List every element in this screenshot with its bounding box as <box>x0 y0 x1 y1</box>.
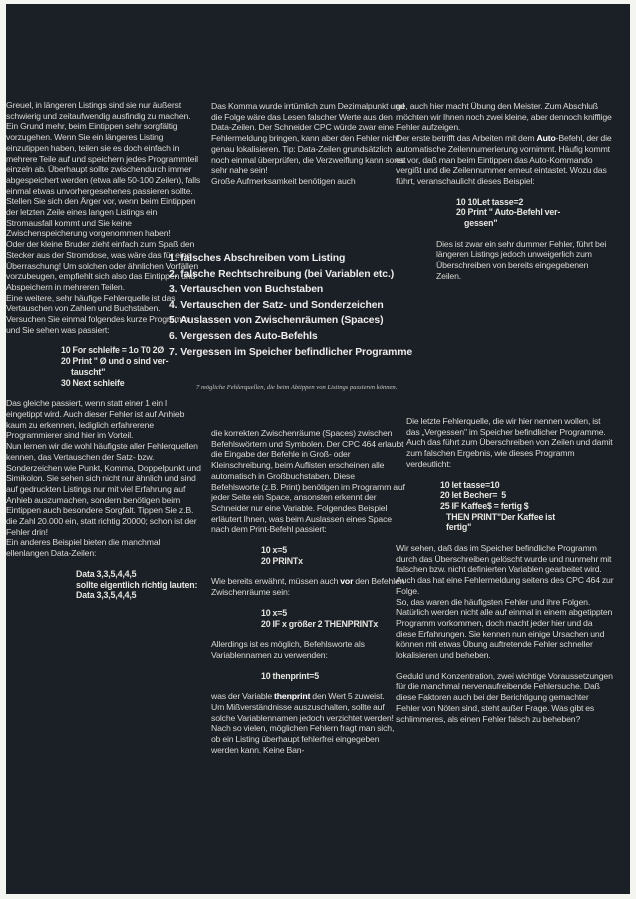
code-listing-data: Data 3,3,5,4,4,5 sollte eigentlich richtig lauten: Data 3,3,5,4,4,5 <box>76 568 198 601</box>
code-listing-printx: 10 x=5 20 PRINTx <box>261 545 303 566</box>
paragraph-summary: So, das waren die häufigsten Fehler und ihre Folgen. Natürlich werden nicht alle auf einmal in einem abgetippten Programm vorkommen, doch macht jeder hier und da diese Erfahrungen. Sie kennen nun einige Ursachen und können mit etwas Übung auftretende Fehler schneller lokalisieren und beheben. <box>396 596 613 661</box>
paragraph-assign: was der Variable thenprint den Wert 5 zuweist. <box>211 691 385 702</box>
paragraph-last-error: Die letzte Fehlerquelle, die wir hier nennen wollen, ist das „Vergessen" im Speicher befindlicher Programme. Auch das führt zum Überschreiben von Zeilen und damit zum falschen Ergebnis, wie dieses Programm verdeutlicht: <box>406 416 613 469</box>
paragraph-patience: Geduld und Konzentration, zwei wichtige Voraussetzungen für die manchmal nervenaufreibende Fehlersuche. Daß diese Faktoren auch bei der Berichtigung gemachter Fehler von Nöten sind, steht außer Frage. Was gibt es schlimmeres, als einen Fehler falsch zu beheben? <box>396 670 613 724</box>
paragraph-spaces: die korrekten Zwischenräume (Spaces) zwischen Befehlswörtern und Symbolen. Der CPC 464 erlaubt die Eingabe der Befehle in Groß- oder Kleinschreibung, beim Auflisten erscheinen alle automatisch in Großbuchstaben. Diese Befehlsworte (z.B. Print) benötigen im Programm auf jeder Seite ein Space, ansonsten erkennt der Schneider nur eine Variable. Folgendes Beispiel erläutert Ihnen, was beim Auslassen eines Space nach dem Print-Befehl passiert: <box>211 428 405 535</box>
paragraph-practice: ge, auch hier macht Übung den Meister. Zum Abschluß möchten wir Ihnen noch zwei kleine, aber dennoch knifflige Fehler aufzeigen. <box>396 101 612 133</box>
paragraph-attention: Große Aufmerksamkeit benötigen auch <box>211 175 356 186</box>
paragraph-data-example: Ein anderes Beispiel bieten die manchmal ellenlangen Data-Zeilen: <box>6 537 161 559</box>
list-item: 5. Auslassen von Zwischenräumen (Spaces) <box>169 315 384 327</box>
paragraph-punctuation: Nun lernen wir die wohl häufigste aller Fehlerquellen kennen, das Vertauschen der Satz- bzw. Sonderzeichen wie Punkt, Komma, Doppelpunkt und Simikolon. Sie sehen sich nicht nur ähnlich und sind auf gedruckten Listings nur mit viel Erfahrung auf Anhieb auszumachen, sondern benötigen beim Eintippen auch besondere Sorgfalt. Tippen Sie z.B. die Zahl 20.000 ein, statt richtig 20000; schon ist der Fehler drin! <box>6 441 201 537</box>
list-item: 4. Vertauschen der Satz- und Sonderzeichen <box>169 299 384 311</box>
list-item: 2. falsche Rechtschreibung (bei Variablen etc.) <box>169 268 395 280</box>
keyword-vor: vor <box>340 576 354 587</box>
paragraph-intro: Greuel, in längeren Listings sind sie nur äußerst schwierig und zeitaufwendig ausfindig zu machen. Ein Grund mehr, beim Eintippen sehr sorgfältig vorzugehen. Wenn Sie ein längeres Listing einzutippen haben, teilen sie es doch einfach in mehrere Teile auf und speichern jedes Programmteil einzeln ab. Überhaupt sollte zwischendurch immer abgespeichert werden (etwa alle 50-100 Zeilen), falls einmal etwas unvorhergesehenes passieren sollte. Stellen Sie sich den Ärger vor, wenn beim Eintippen der letzten Zeile eines langen Listings ein Stromausfall kommt und Sie keine Zwischenspeicherung vorgenommen haben! <box>6 100 201 239</box>
column-middle-bottom <box>211 428 405 756</box>
paragraph-before-commands: Wie bereits erwähnt, müssen auch vor den Befehlen Zwischenräume sein: <box>211 576 405 598</box>
paragraph-number-letter: Eine weitere, sehr häufige Fehlerquelle ist das Vertauschen von Zahlen und Buchstaben. Versuchen Sie einmal folgendes kurze Programm und Sie sehen was passiert: <box>6 292 189 335</box>
list-item: 7. Vergessen im Speicher befindlicher Programme <box>169 346 413 358</box>
code-listing-thenprint: 10 thenprint=5 <box>261 670 319 681</box>
code-listing-loop: 10 For schleife = 1o T0 2Ø 20 Print " Ø und o sind ver- tauscht" 30 Next schleife <box>61 345 169 388</box>
list-item: 3. Vertauschen von Buchstaben <box>169 284 324 296</box>
list-item: 6. Vergessen des Auto-Befehls <box>169 330 318 342</box>
paragraph-so-many: Nach so vielen, möglichen Fehlern fragt man sich, ob ein Listing überhaupt fehlerfrei eingegeben werden kann. Keine Ban- <box>211 723 395 755</box>
column-middle-top <box>211 101 409 187</box>
column-right-bottom <box>396 416 614 724</box>
paragraph-auto: Der erste betrifft das Arbeiten mit dem Auto-Befehl, der die automatische Zeilennumerierung vornimmt. Häufig kommt es vor, daß man beim Eintippen das Auto-Kommando vergißt und die Zeilennummer erneut eintastet. Wozu das führt, veranschaulicht dieses Beispiel: <box>396 133 612 186</box>
error-source-list <box>169 251 431 360</box>
paragraph-brother: Oder der kleine Bruder zieht einfach zum Spaß den Stecker aus der Stromdose, was wäre das für eine Überraschung! Um solchen oder ähnlichen Vorfällen vorzubeugen, empfiehlt sich also das Eintippen und Abspeichern in mehreren Teilen. <box>6 239 199 292</box>
paragraph-overwrite: Wir sehen, daß das im Speicher befindliche Programm durch das Überschreiben gelöscht wurde und nunmehr mit falschen bzw. nicht definierten Variablen gearbeitet wird. Auch das hat eine Fehlermeldung seitens des CPC 464 zur Folge. <box>396 543 614 596</box>
paragraph-comma: Das Komma wurde irrtümlich zum Dezimalpunkt und die Folge wäre das Lesen falscher Werte aus den Data-Zeilen. Der Schneider CPC würde zwar eine Fehlermeldung bringen, kann aber den Fehler nicht genau lokalisieren. Tip: Data-Zeilen grundsätzlich noch einmal überprüfen, die Verzweiflung kann sonst sehr nahe sein! <box>211 101 406 176</box>
magazine-page <box>6 4 630 894</box>
paragraph-same: Das gleiche passiert, wenn statt einer 1 ein I eingetippt wird. Auch dieser Fehler ist auf Anhieb kaum zu erkennen, lediglich erfahrerene Programmierer sind hier im Vorteil. <box>6 398 185 441</box>
paragraph-variable-names: Allerdings ist es möglich, Befehlsworte als Variablennamen zu verwenden: <box>211 639 365 660</box>
code-listing-if: 10 x=5 20 IF x größer 2 THENPRINTx <box>261 607 379 629</box>
keyword-thenprint: thenprint <box>274 691 311 702</box>
paragraph-dumb-error: Dies ist zwar ein sehr dummer Fehler, führt bei längeren Listings jedoch unweigerlich zum Überschreiben von bereits eingegebenen Zeilen. <box>436 238 607 281</box>
keyword-auto: Auto <box>536 133 556 144</box>
paragraph-avoid: Um Mißverständnisse auszuschalten, sollte auf solche Variablennamen jedoch verzichtet werden! <box>211 702 394 723</box>
list-caption: 7 mögliche Fehlerquellen, die beim Abtippen von Listings passieren können. <box>196 384 398 391</box>
code-listing-auto: 10 10Let tasse=2 20 Print " Auto-Befehl ver- gessen" <box>456 196 561 229</box>
code-listing-kaffee: 10 let tasse=10 20 let Becher= 5 25 IF Kaffee$ = fertig $ THEN PRINT"Der Kaffee ist fertig" <box>440 479 555 533</box>
list-item: 1. falsches Abschreiben vom Listing <box>169 253 346 264</box>
